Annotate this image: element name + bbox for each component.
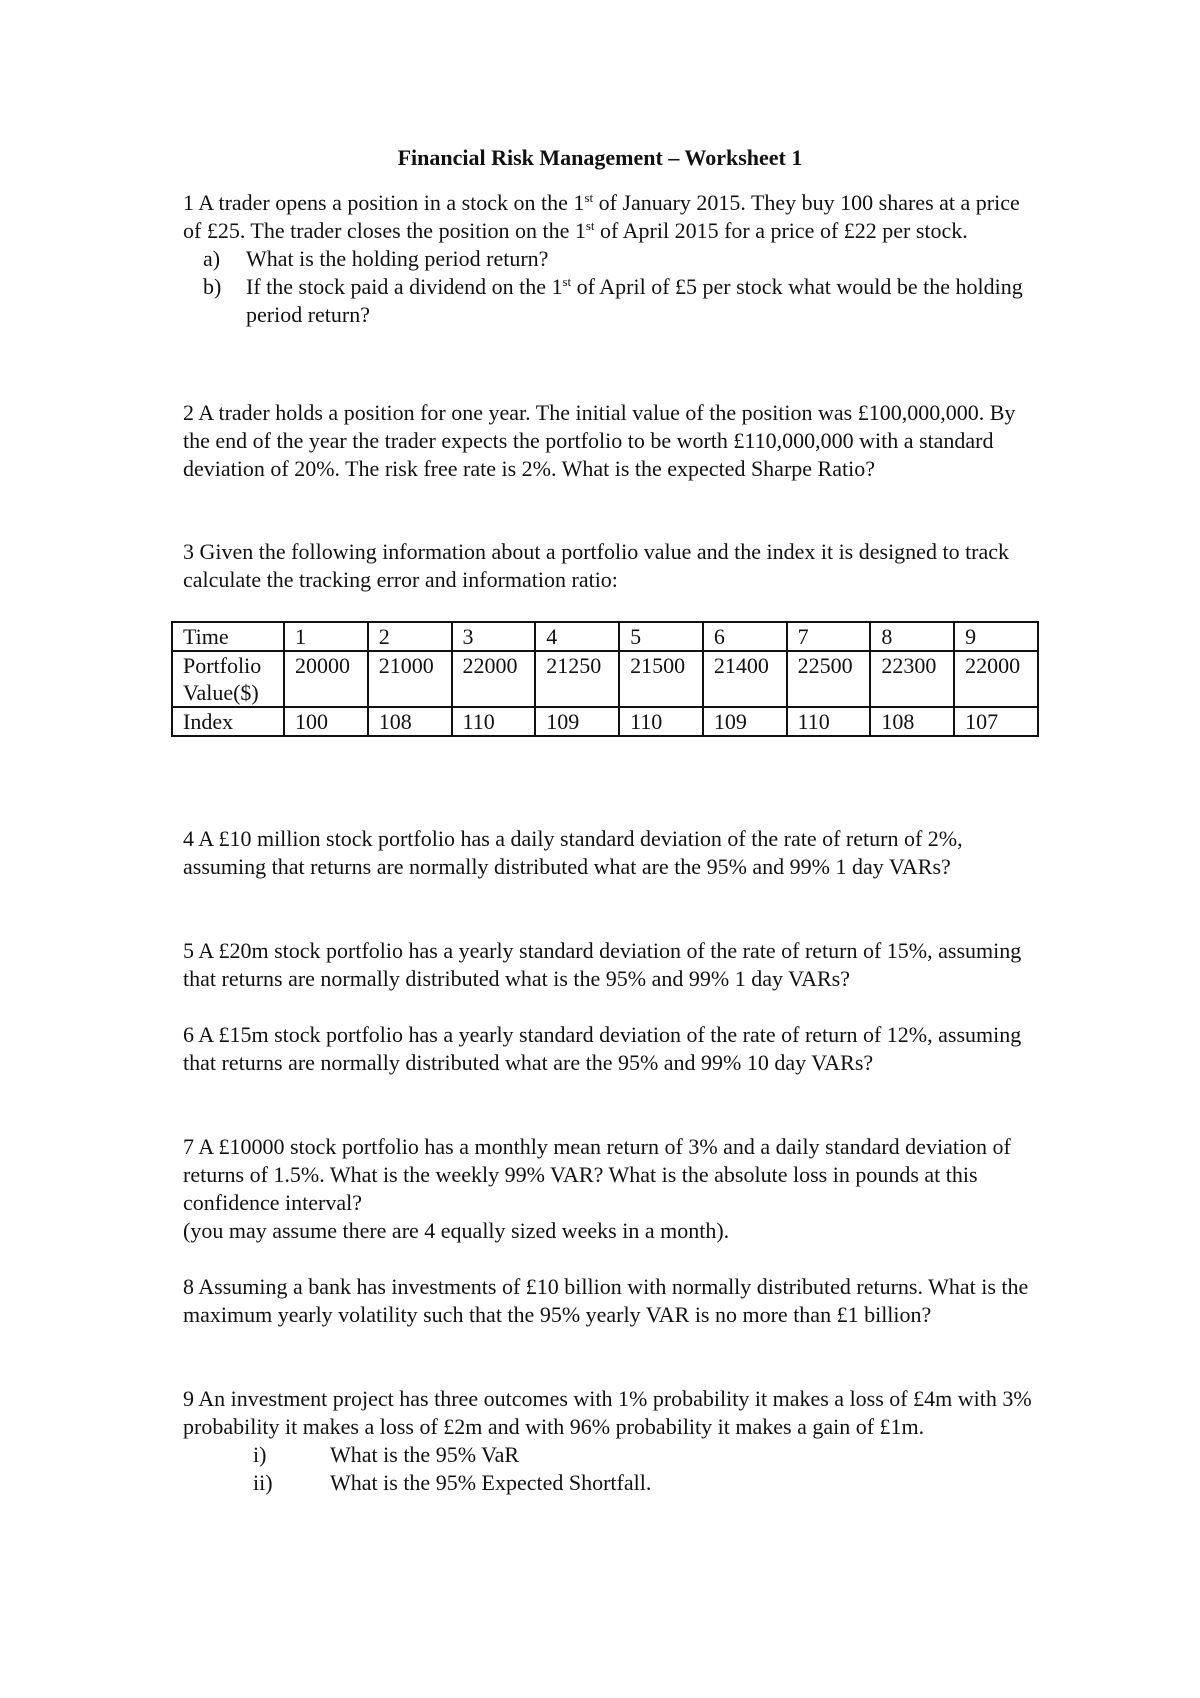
table-cell: 3 [452, 622, 536, 651]
table-cell: 21500 [619, 651, 703, 707]
question-3-text: 3 Given the following information about a portfolio value and the index it is designed to track calculate the tracking error and information ratio: [183, 539, 1010, 592]
table-cell: 21400 [703, 651, 787, 707]
question-1-text: 1 A trader opens a position in a stock on the 1st of January 2015. They buy 100 shares at a price of £25. The trader closes the position on the 1st of April 2015 for a price of £22 per stock. [183, 190, 1020, 243]
page-title: Financial Risk Management – Worksheet 1 [397, 145, 803, 170]
table-header-cell: Portfolio Value($) [172, 651, 284, 707]
question-2-text: 2 A trader holds a position for one year. The initial value of the position was £100,000,000. By the end of the year the trader expects the portfolio to be worth £110,000,000 with a standard deviation of 20%. The risk free rate is 2%. What is the expected Sharpe Ratio? [183, 400, 1016, 481]
question-9ii-text: What is the 95% Expected Shortfall. [330, 1470, 652, 1495]
table-cell: 110 [787, 707, 871, 736]
table-cell: 21000 [368, 651, 452, 707]
question-9i [183, 1441, 1033, 1469]
table-cell: 8 [870, 622, 954, 651]
table-cell: 4 [535, 622, 619, 651]
question-9-text: 9 An investment project has three outcomes with 1% probability it makes a loss of £4m with 3% probability it makes a loss of £2m and with 96% probability it makes a gain of £1m. [183, 1386, 1032, 1439]
table-cell: 109 [535, 707, 619, 736]
question-8-text: 8 Assuming a bank has investments of £10 billion with normally distributed returns. What is the maximum yearly volatility such that the 95% yearly VAR is no more than £1 billion? [183, 1274, 1029, 1327]
question-1a [183, 245, 1033, 273]
table-cell: 21250 [535, 651, 619, 707]
table-cell: 108 [870, 707, 954, 736]
table-cell: 20000 [284, 651, 368, 707]
question-7 [183, 1133, 1033, 1245]
table-cell: 108 [368, 707, 452, 736]
question-2 [183, 399, 1033, 483]
table-row-time [172, 622, 1038, 651]
question-1a-text: What is the holding period return? [246, 246, 549, 271]
table-cell: 110 [452, 707, 536, 736]
question-9i-text: What is the 95% VaR [330, 1442, 520, 1467]
table-cell: 5 [619, 622, 703, 651]
table-cell: 107 [954, 707, 1038, 736]
table-cell: 100 [284, 707, 368, 736]
table-cell: 110 [619, 707, 703, 736]
question-7-text: 7 A £10000 stock portfolio has a monthly mean return of 3% and a daily standard deviation of returns of 1.5%. What is the weekly 99% VAR? What is the absolute loss in pounds at this confidence interval? [183, 1134, 1011, 1215]
table-cell: 109 [703, 707, 787, 736]
question-4-text: 4 A £10 million stock portfolio has a daily standard deviation of the rate of return of 2%, assuming that returns are normally distributed what are the 95% and 99% 1 day VARs? [183, 826, 963, 879]
table-header-cell: Index [172, 707, 284, 736]
question-6 [183, 1021, 1033, 1077]
question-5 [183, 937, 1033, 993]
table-cell: 22000 [954, 651, 1038, 707]
table-cell: 22000 [452, 651, 536, 707]
question-9ii [183, 1469, 1033, 1497]
question-4 [183, 825, 1033, 881]
question-7-note: (you may assume there are 4 equally sized weeks in a month). [183, 1218, 730, 1243]
table-cell: 1 [284, 622, 368, 651]
table-cell: 2 [368, 622, 452, 651]
table-row-index [172, 707, 1038, 736]
table-cell: 9 [954, 622, 1038, 651]
table-cell: 7 [787, 622, 871, 651]
question-5-text: 5 A £20m stock portfolio has a yearly standard deviation of the rate of return of 15%, assuming that returns are normally distributed what is the 95% and 99% 1 day VARs? [183, 938, 1022, 991]
table-cell: 22500 [787, 651, 871, 707]
table-row-portfolio-value [172, 651, 1038, 707]
question-1a-label: a) [203, 246, 221, 271]
question-1b-label: b) [203, 274, 222, 299]
table-header-cell: Time [172, 622, 284, 651]
question-9ii-label: ii) [253, 1470, 273, 1495]
question-1b [183, 273, 1033, 329]
question-9 [183, 1385, 1033, 1497]
question-6-text: 6 A £15m stock portfolio has a yearly standard deviation of the rate of return of 12%, assuming that returns are normally distributed what are the 95% and 99% 10 day VARs? [183, 1022, 1022, 1075]
table-cell: 6 [703, 622, 787, 651]
question-3 [183, 538, 1033, 594]
table-cell: 22300 [870, 651, 954, 707]
portfolio-index-table [171, 621, 1039, 737]
question-9i-label: i) [253, 1442, 267, 1467]
question-1b-text: If the stock paid a dividend on the 1st of April of £5 per stock what would be the holding period return? [246, 274, 1023, 327]
question-8 [183, 1273, 1033, 1329]
question-1 [183, 189, 1033, 329]
